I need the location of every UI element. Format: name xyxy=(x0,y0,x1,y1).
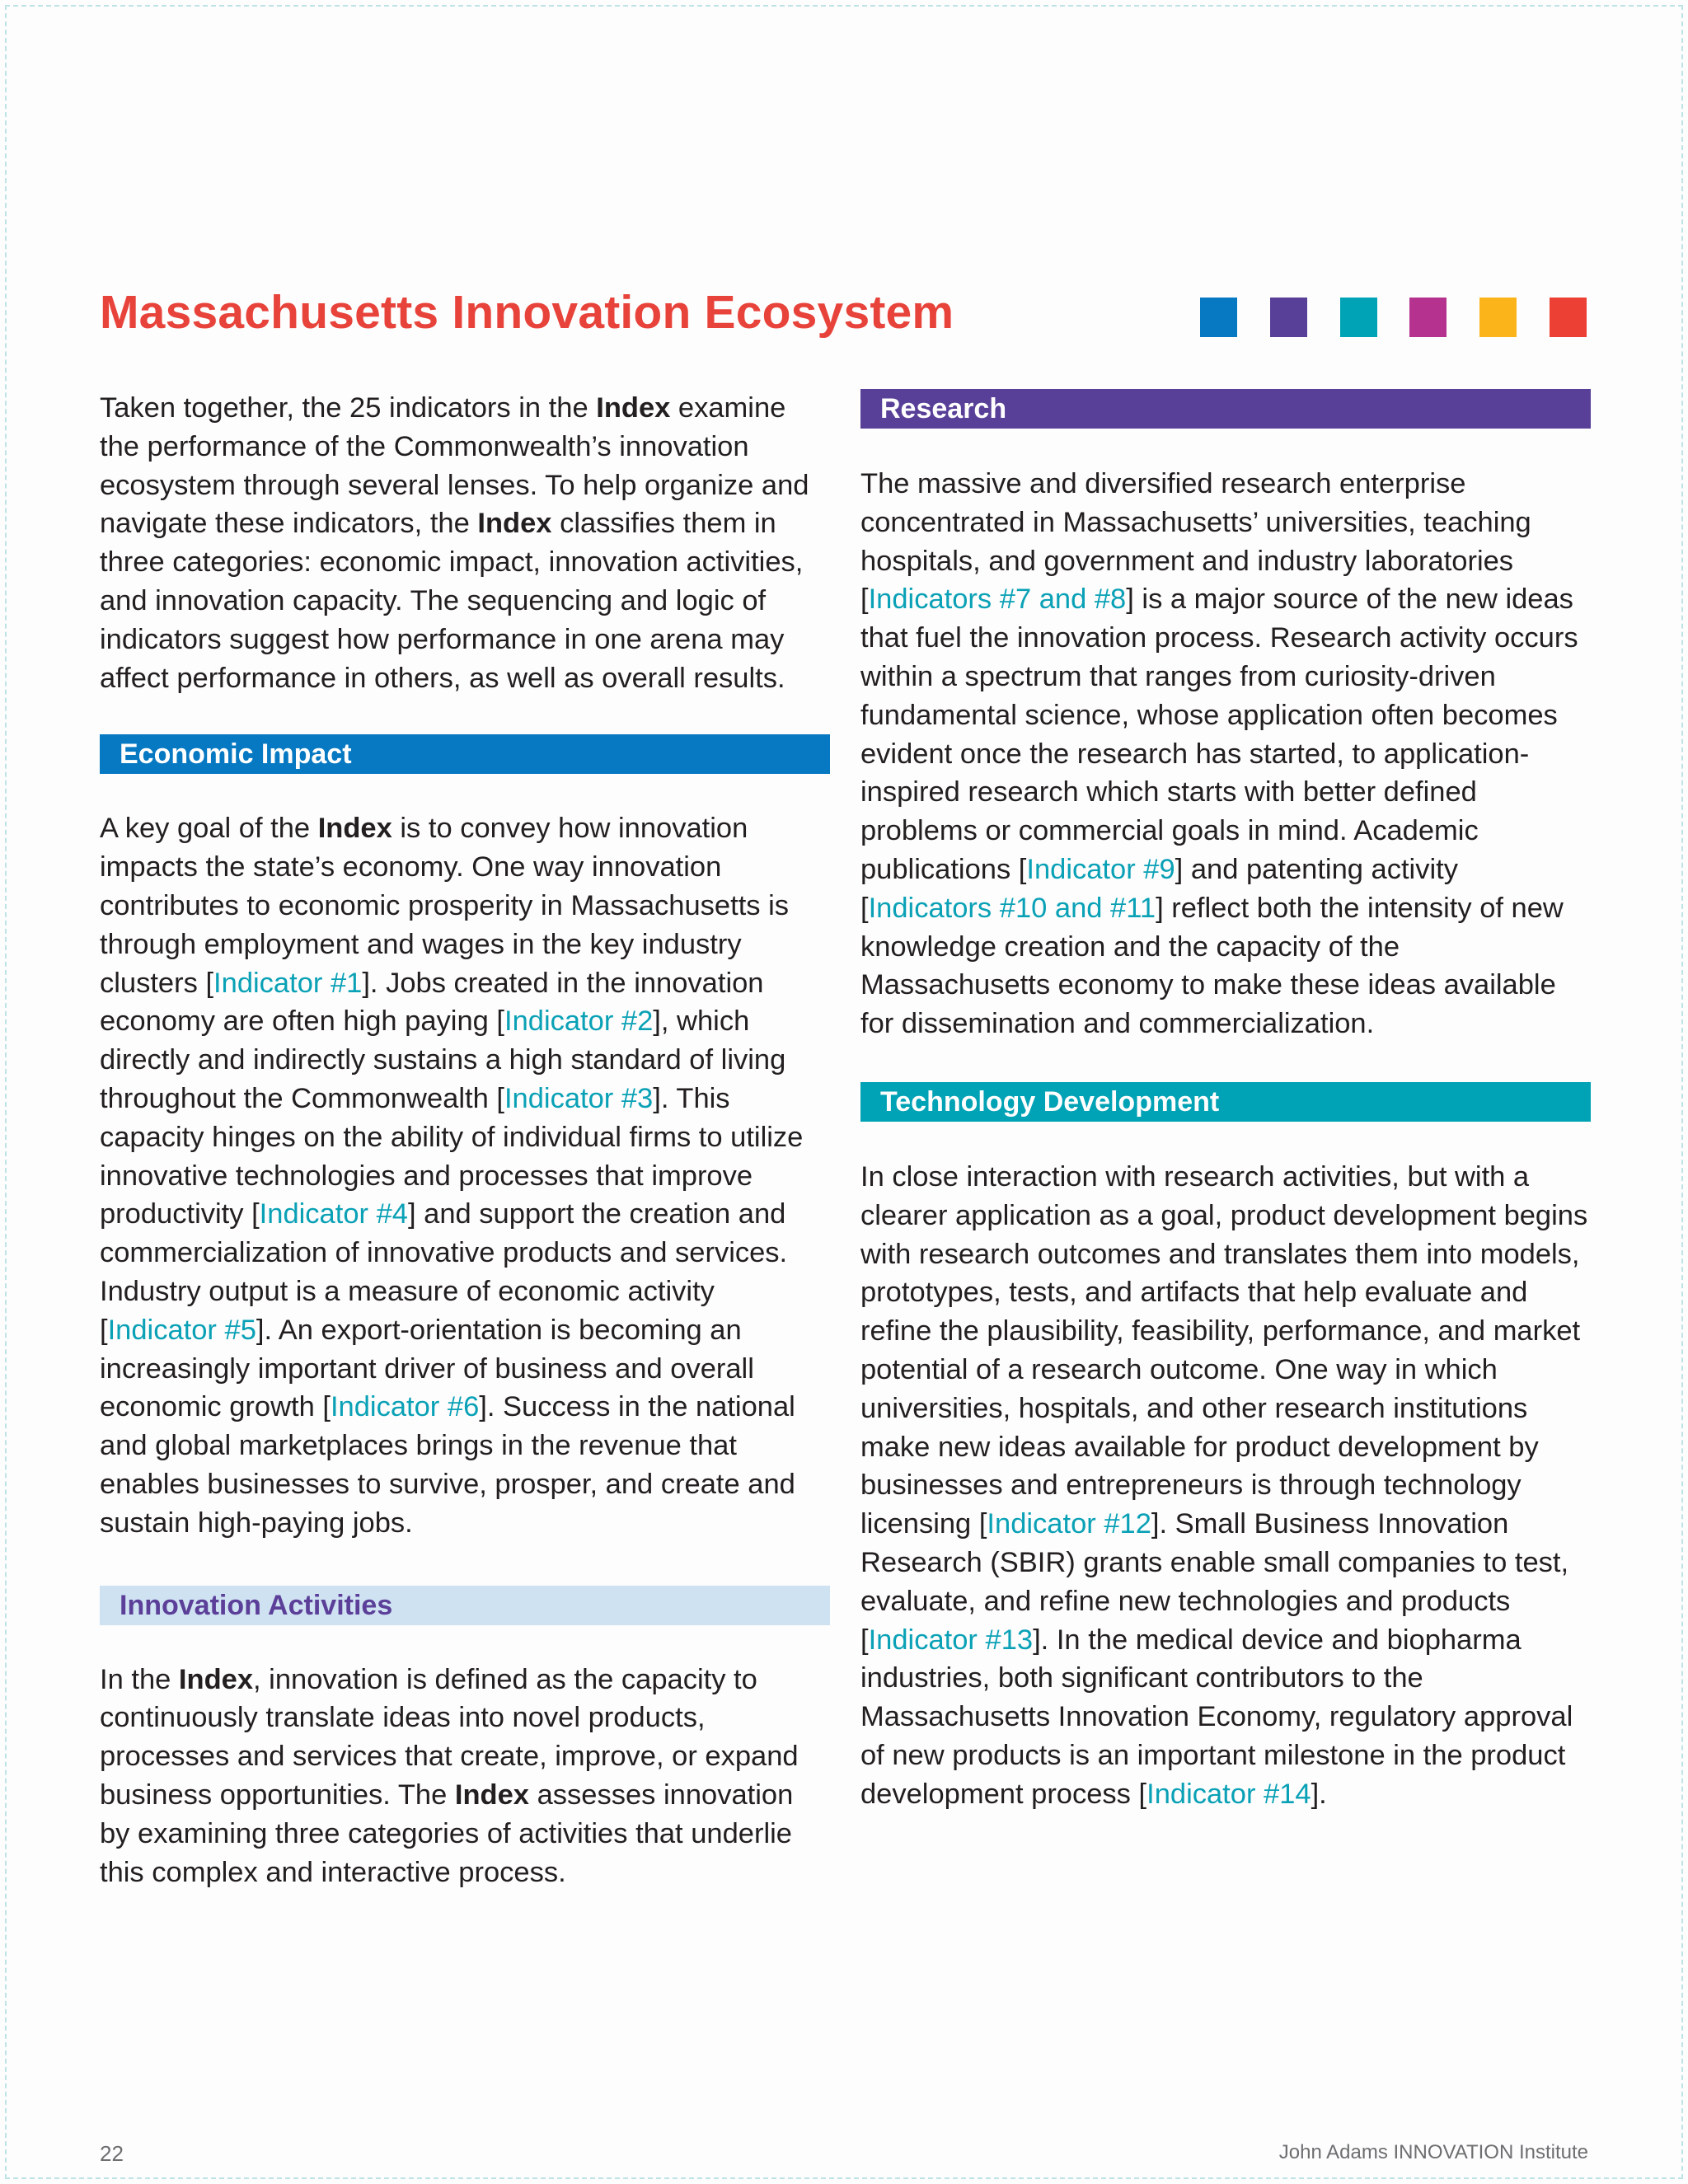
indicator-link[interactable]: Indicator #1 xyxy=(213,967,363,999)
economic-impact-paragraph: A key goal of the Index is to convey how innovation impacts the state’s economy. One way innovation contributes to economic prosperity in Massachusetts is through employment and wages in the key industry clusters [Indicator #1]. Jobs created in the innovation economy are often high paying [Indicator #2], which directly and indirectly sustains a high standard of living throughout the Commonwealth [Indicator #3]. This capacity hinges on the ability of individual firms to utilize innovative technologies and processes that improve productivity [Indicator #4] and support the creation and commercialization of innovative products and services. Industry output is a measure of economic activity [Indicator #5]. An export-orientation is becoming an increasingly important driver of business and overall economic growth [Indicator #6]. Success in the national and global marketplaces brings in the revenue that enables businesses to survive, prosper, and create and sustain high-paying jobs. xyxy=(100,813,804,1539)
indicator-link[interactable]: Indicator #9 xyxy=(1026,853,1175,885)
color-square xyxy=(1200,298,1237,337)
research-paragraph: The massive and diversified research enterprise concentrated in Massachusetts’ universities, teaching hospitals, and government and industry laboratories [Indicators #7 and #8] is a major source of the new ideas that fuel the innovation process. Research activity occurs within a spectrum that ranges from curiosity-driven fundamental science, whose application often becomes evident once the research has started, to application-inspired research which starts with better defined problems or commercial goals in mind. Academic publications [Indicator #9] and patenting activity [Indicators #10 and #11] reflect both the intensity of new knowledge creation and the capacity of the Massachusetts economy to make these ideas available for dissemination and commercialization. xyxy=(860,468,1578,1040)
economic-impact-heading: Economic Impact xyxy=(100,734,830,774)
indicator-link[interactable]: Indicator #14 xyxy=(1146,1778,1311,1810)
research-heading: Research xyxy=(860,389,1591,429)
bold-term: Index xyxy=(317,813,392,845)
indicator-link[interactable]: Indicator #12 xyxy=(987,1508,1151,1540)
color-square xyxy=(1409,298,1447,337)
color-square xyxy=(1550,298,1587,337)
page-number: 22 xyxy=(100,2141,124,2166)
color-square xyxy=(1479,298,1517,337)
indicator-link[interactable]: Indicators #10 and #11 xyxy=(868,892,1156,924)
indicator-link[interactable]: Indicator #6 xyxy=(330,1391,480,1423)
color-square xyxy=(1340,298,1377,337)
innovation-activities-heading: Innovation Activities xyxy=(100,1586,830,1625)
publisher-name: John Adams INNOVATION Institute xyxy=(1278,2141,1588,2163)
page-title: Massachusetts Innovation Ecosystem xyxy=(100,286,954,339)
intro-paragraph: Taken together, the 25 indicators in the Index examine the performance of the Commonwealth’s innovation ecosystem through several lenses. To help organize and navigate these indicators, the Index classifies them in three categories: economic impact, innovation activities, and innovation capacity. The sequencing and logic of indicators suggest how performance in one arena may affect performance in others, as well as overall results. xyxy=(100,392,809,694)
technology-development-heading: Technology Development xyxy=(860,1082,1591,1122)
bold-term: Index xyxy=(454,1779,529,1811)
bold-term: Index xyxy=(596,392,671,424)
left-column xyxy=(100,389,830,1891)
technology-development-paragraph: In close interaction with research activities, but with a clearer application as a goal, product development begins with research outcomes and translates them into models, prototypes, tests, and artifacts that help evaluate and refine the plausibility, feasibility, performance, and market potential of a research outcome. One way in which universities, hospitals, and other research institutions make new ideas available for product development by businesses and entrepreneurs is through technology licensing [Indicator #12]. Small Business Innovation Research (SBIR) grants enable small companies to test, evaluate, and refine new technologies and products [Indicator #13]. In the medical device and biopharma industries, both significant contributors to the Massachusetts Innovation Economy, regulatory approval of new products is an important milestone in the product development process [Indicator #14]. xyxy=(860,1160,1588,1810)
bold-term: Index xyxy=(477,508,552,540)
indicator-link[interactable]: Indicator #13 xyxy=(868,1624,1034,1656)
indicator-link[interactable]: Indicator #5 xyxy=(107,1314,256,1346)
innovation-activities-paragraph: In the Index, innovation is defined as the capacity to continuously translate ideas into novel products, processes and services that create, improve, or expand business opportunities. The Index assesses innovation by examining three categories of activities that underlie this complex and interactive process. xyxy=(100,1663,799,1888)
bold-term: Index xyxy=(178,1663,254,1695)
right-column xyxy=(860,389,1591,1814)
indicator-link[interactable]: Indicator #2 xyxy=(504,1005,654,1038)
color-square xyxy=(1270,298,1307,337)
indicator-link[interactable]: Indicator #4 xyxy=(259,1198,408,1230)
indicator-link[interactable]: Indicators #7 and #8 xyxy=(868,583,1127,616)
indicator-link[interactable]: Indicator #3 xyxy=(504,1082,654,1114)
